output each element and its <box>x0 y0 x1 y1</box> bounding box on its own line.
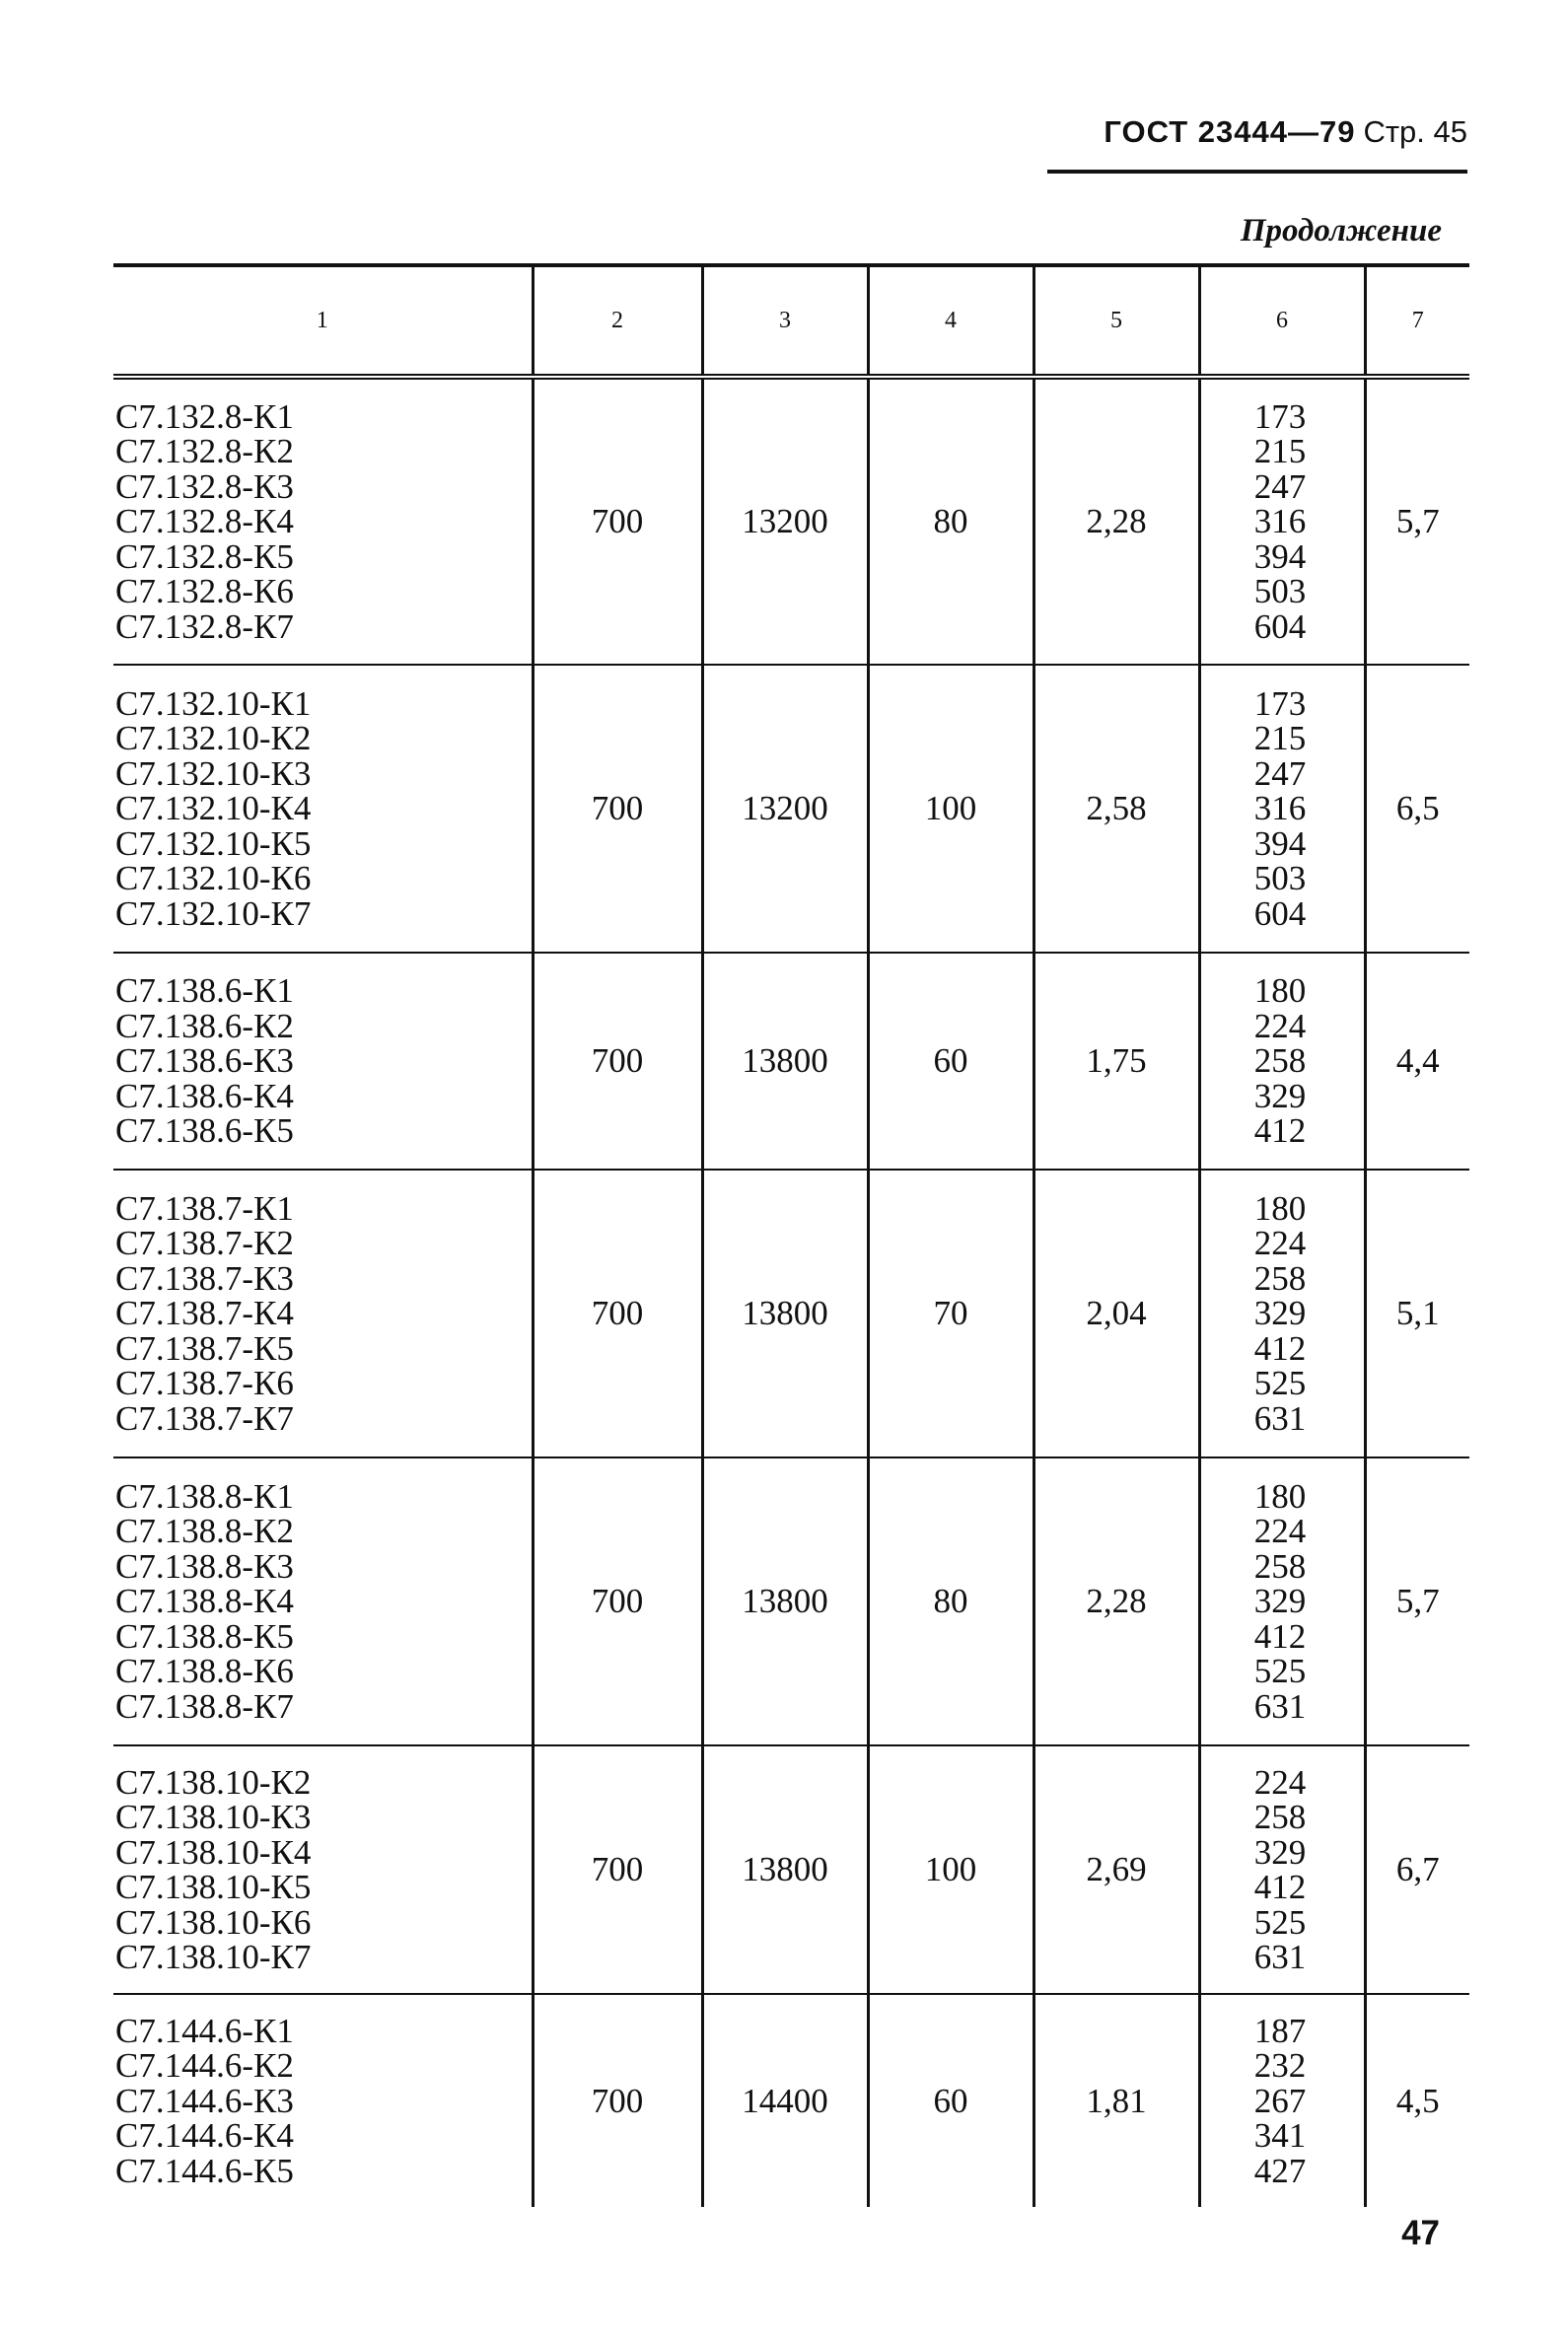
col6-cell <box>1199 1745 1365 1994</box>
col3-cell: 13800 <box>702 1457 868 1745</box>
standard-number: ГОСТ 23444—79 <box>1104 114 1356 149</box>
designation-item: С7.132.10-К1 <box>115 683 312 723</box>
table-body <box>113 377 1469 2207</box>
col6-item: 427 <box>1253 2151 1307 2190</box>
designation-item: С7.132.10-К4 <box>115 789 312 828</box>
col6-item: 187 <box>1253 2011 1307 2050</box>
designation-item: С7.132.8-К4 <box>115 502 294 541</box>
designation-item: С7.138.10-К3 <box>115 1798 312 1836</box>
designation-item: С7.144.6-К2 <box>115 2046 294 2086</box>
specification-table <box>113 263 1469 2207</box>
designation-item: С7.132.10-К5 <box>115 823 312 863</box>
col6-item: 329 <box>1253 1832 1307 1872</box>
col6-item: 316 <box>1253 789 1307 828</box>
col6-item: 525 <box>1253 1902 1307 1942</box>
col6-item: 247 <box>1253 466 1307 506</box>
table-row <box>113 1745 1469 1994</box>
col5-cell: 2,69 <box>1033 1745 1199 1994</box>
table-row <box>113 1994 1469 2207</box>
page-header <box>1047 114 1467 174</box>
designation-cell <box>113 665 533 953</box>
col6-item: 247 <box>1253 753 1307 793</box>
designation-item: С7.132.8-К1 <box>115 396 294 436</box>
col7-cell: 5,1 <box>1365 1170 1469 1457</box>
designation-item: С7.144.6-К1 <box>115 2011 294 2050</box>
col2-cell: 700 <box>533 1457 702 1745</box>
col6-item: 258 <box>1253 1041 1307 1081</box>
col6-item: 631 <box>1253 1686 1307 1726</box>
designation-item: С7.132.8-К6 <box>115 572 294 611</box>
col6-item: 173 <box>1253 683 1307 723</box>
col2-cell: 700 <box>533 1745 702 1994</box>
col2-cell: 700 <box>533 665 702 953</box>
designation-item: С7.138.7-К2 <box>115 1224 294 1263</box>
col6-item: 341 <box>1253 2116 1307 2156</box>
table-header <box>113 265 1469 377</box>
column-header: 2 <box>533 265 702 377</box>
col2-cell: 700 <box>533 377 702 665</box>
designation-item: С7.132.10-К2 <box>115 719 312 758</box>
col2-cell: 700 <box>533 953 702 1170</box>
col6-item: 329 <box>1253 1294 1307 1333</box>
col3-cell: 13200 <box>702 377 868 665</box>
designation-item: С7.138.6-К2 <box>115 1006 294 1045</box>
col6-item: 631 <box>1253 1938 1307 1976</box>
designation-item: С7.138.7-К5 <box>115 1328 294 1368</box>
col6-item: 394 <box>1253 536 1307 576</box>
col7-cell: 4,4 <box>1365 953 1469 1170</box>
col6-item: 412 <box>1253 1111 1307 1151</box>
col6-item: 604 <box>1253 606 1307 646</box>
designation-item: С7.138.8-К2 <box>115 1512 294 1551</box>
designation-item: С7.138.8-К4 <box>115 1582 294 1621</box>
col5-cell: 1,75 <box>1033 953 1199 1170</box>
continuation-label: Продолжение <box>1240 213 1442 249</box>
designation-item: С7.138.10-К7 <box>115 1938 312 1976</box>
designation-item: С7.138.7-К1 <box>115 1188 294 1228</box>
table-row <box>113 1457 1469 1745</box>
col6-cell <box>1199 953 1365 1170</box>
col2-cell: 700 <box>533 1170 702 1457</box>
table-row <box>113 665 1469 953</box>
designation-cell <box>113 1170 533 1457</box>
col3-cell: 13800 <box>702 1170 868 1457</box>
col6-item: 180 <box>1253 1476 1307 1516</box>
col6-item: 412 <box>1253 1328 1307 1368</box>
col6-cell <box>1199 1170 1365 1457</box>
col6-item: 180 <box>1253 1188 1307 1228</box>
col4-cell: 60 <box>868 1994 1033 2207</box>
designation-cell <box>113 377 533 665</box>
column-header: 5 <box>1033 265 1199 377</box>
designation-cell <box>113 1994 533 2207</box>
col4-cell: 80 <box>868 1457 1033 1745</box>
col6-item: 525 <box>1253 1652 1307 1691</box>
col3-cell: 13200 <box>702 665 868 953</box>
designation-item: С7.138.8-К7 <box>115 1686 294 1726</box>
col6-item: 224 <box>1253 1224 1307 1263</box>
col6-item: 258 <box>1253 1798 1307 1836</box>
designation-item: С7.138.6-К4 <box>115 1076 294 1115</box>
col6-item: 224 <box>1253 1006 1307 1045</box>
col6-item: 258 <box>1253 1258 1307 1298</box>
col7-cell: 6,7 <box>1365 1745 1469 1994</box>
col7-cell: 5,7 <box>1365 377 1469 665</box>
designation-item: С7.132.10-К3 <box>115 753 312 793</box>
col6-item: 267 <box>1253 2081 1307 2120</box>
col3-cell: 14400 <box>702 1994 868 2207</box>
col6-item: 631 <box>1253 1398 1307 1438</box>
col6-cell <box>1199 1457 1365 1745</box>
designation-item: С7.132.10-К6 <box>115 859 312 898</box>
col5-cell: 2,58 <box>1033 665 1199 953</box>
column-number-row <box>113 265 1469 377</box>
col7-cell: 5,7 <box>1365 1457 1469 1745</box>
table-row <box>113 377 1469 665</box>
column-header: 6 <box>1199 265 1365 377</box>
col4-cell: 100 <box>868 1745 1033 1994</box>
col4-cell: 60 <box>868 953 1033 1170</box>
designation-cell <box>113 953 533 1170</box>
col5-cell: 2,04 <box>1033 1170 1199 1457</box>
col6-item: 180 <box>1253 971 1307 1011</box>
col6-item: 215 <box>1253 719 1307 758</box>
col6-item: 224 <box>1253 1762 1307 1802</box>
designation-item: С7.132.8-К5 <box>115 536 294 576</box>
designation-item: С7.138.8-К6 <box>115 1652 294 1691</box>
column-header: 3 <box>702 265 868 377</box>
designation-item: С7.132.8-К2 <box>115 432 294 471</box>
col7-cell: 4,5 <box>1365 1994 1469 2207</box>
designation-item: С7.144.6-К5 <box>115 2151 294 2190</box>
designation-item: С7.138.10-К5 <box>115 1868 312 1906</box>
column-header: 1 <box>113 265 533 377</box>
col6-item: 329 <box>1253 1076 1307 1115</box>
designation-item: С7.138.7-К7 <box>115 1398 294 1438</box>
col6-item: 173 <box>1253 396 1307 436</box>
page-reference: Стр. 45 <box>1363 114 1467 149</box>
col6-item: 232 <box>1253 2046 1307 2086</box>
col6-item: 215 <box>1253 432 1307 471</box>
col4-cell: 80 <box>868 377 1033 665</box>
col6-item: 604 <box>1253 893 1307 933</box>
col6-item: 525 <box>1253 1364 1307 1403</box>
designation-item: С7.138.6-К1 <box>115 971 294 1011</box>
col6-item: 503 <box>1253 859 1307 898</box>
col6-cell <box>1199 377 1365 665</box>
col5-cell: 2,28 <box>1033 1457 1199 1745</box>
designation-item: С7.132.8-К3 <box>115 466 294 506</box>
designation-item: С7.138.7-К6 <box>115 1364 294 1403</box>
table-row <box>113 1170 1469 1457</box>
col4-cell: 70 <box>868 1170 1033 1457</box>
designation-item: С7.144.6-К4 <box>115 2116 294 2156</box>
designation-item: С7.132.8-К7 <box>115 606 294 646</box>
col6-item: 394 <box>1253 823 1307 863</box>
col6-item: 329 <box>1253 1582 1307 1621</box>
column-header: 7 <box>1365 265 1469 377</box>
designation-item: С7.138.8-К3 <box>115 1546 294 1586</box>
col6-cell <box>1199 1994 1365 2207</box>
designation-item: С7.144.6-К3 <box>115 2081 294 2120</box>
col6-item: 316 <box>1253 502 1307 541</box>
designation-cell <box>113 1745 533 1994</box>
col6-item: 412 <box>1253 1616 1307 1656</box>
designation-item: С7.138.7-К3 <box>115 1258 294 1298</box>
col6-cell <box>1199 665 1365 953</box>
designation-item: С7.138.8-К1 <box>115 1476 294 1516</box>
col4-cell: 100 <box>868 665 1033 953</box>
table-row <box>113 953 1469 1170</box>
designation-item: С7.138.8-К5 <box>115 1616 294 1656</box>
col6-item: 258 <box>1253 1546 1307 1586</box>
col7-cell: 6,5 <box>1365 665 1469 953</box>
designation-item: С7.138.10-К4 <box>115 1832 312 1872</box>
col2-cell: 700 <box>533 1994 702 2207</box>
col5-cell: 2,28 <box>1033 377 1199 665</box>
column-header: 4 <box>868 265 1033 377</box>
designation-cell <box>113 1457 533 1745</box>
designation-item: С7.138.7-К4 <box>115 1294 294 1333</box>
col6-item: 503 <box>1253 572 1307 611</box>
col5-cell: 1,81 <box>1033 1994 1199 2207</box>
designation-item: С7.138.6-К5 <box>115 1111 294 1151</box>
col6-item: 412 <box>1253 1868 1307 1906</box>
designation-item: С7.138.10-К6 <box>115 1902 312 1942</box>
designation-item: С7.138.10-К2 <box>115 1762 312 1802</box>
col6-item: 224 <box>1253 1512 1307 1551</box>
designation-item: С7.138.6-К3 <box>115 1041 294 1081</box>
designation-item: С7.132.10-К7 <box>115 893 312 933</box>
col3-cell: 13800 <box>702 953 868 1170</box>
col3-cell: 13800 <box>702 1745 868 1994</box>
page-number: 47 <box>1401 2214 1440 2252</box>
